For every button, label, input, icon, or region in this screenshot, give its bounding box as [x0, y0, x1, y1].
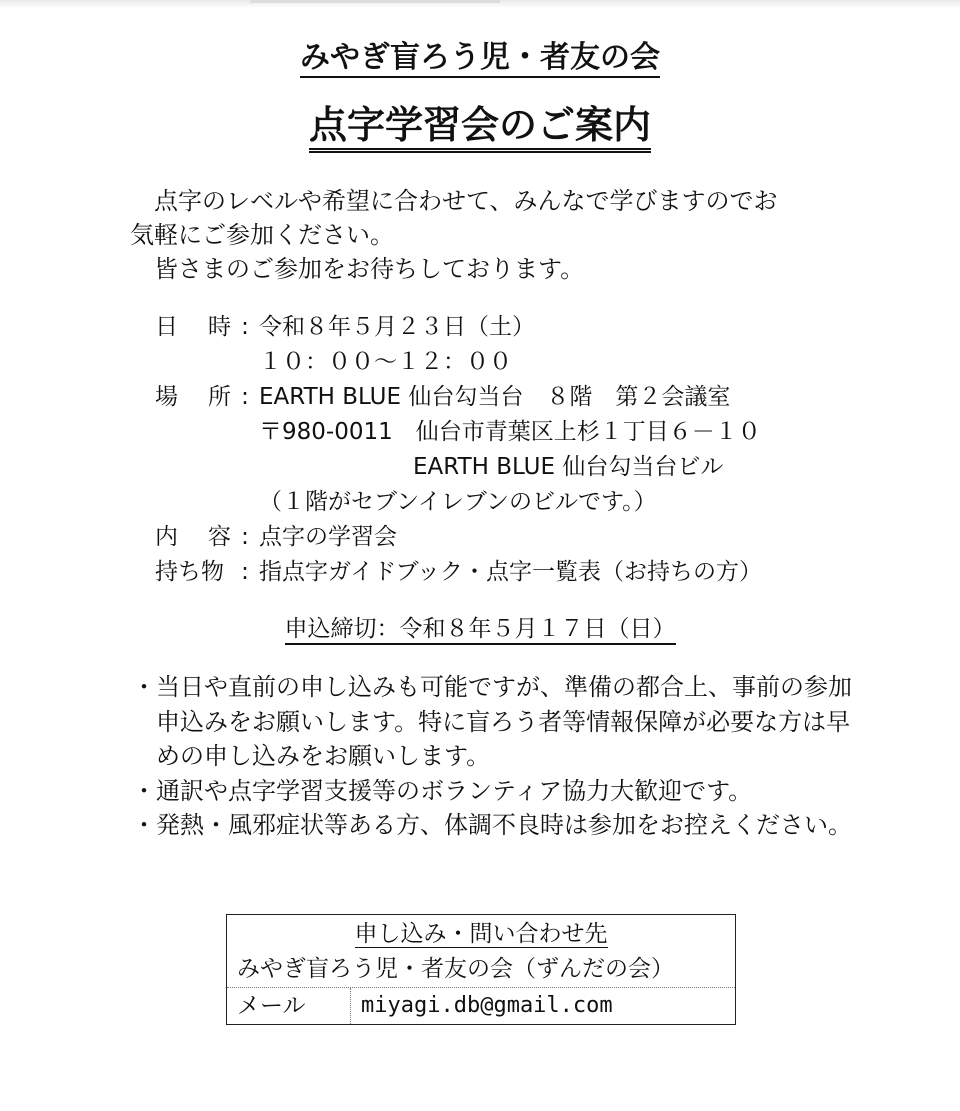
items-colon: :	[241, 559, 249, 585]
application-deadline	[0, 612, 960, 646]
content-label	[155, 520, 231, 555]
place-label	[155, 380, 231, 415]
place-label-char-2: 所	[208, 384, 231, 410]
place-label-char-1: 場	[155, 384, 178, 410]
note-item	[132, 808, 852, 843]
contact-title	[227, 915, 735, 951]
date-colon: :	[241, 314, 249, 340]
time-value	[155, 345, 875, 380]
intro-line-3: 皆さまのご参加をお待ちしております。	[154, 255, 585, 283]
organization-title	[0, 40, 960, 76]
place-note-text: （１階がセブンイレブンのビルです。）	[259, 489, 657, 515]
bullet-icon: ・	[132, 776, 156, 805]
intro-paragraph	[130, 184, 850, 286]
event-details	[155, 310, 875, 590]
items-label: 持ち物	[155, 559, 224, 585]
note-text: 通訳や点字学習支援等のボランティア協力大歓迎です。	[156, 776, 753, 805]
contact-mail-label: メール	[227, 988, 351, 1024]
application-deadline-text: 申込締切：令和８年５月１７日（日）	[285, 616, 676, 645]
content-label-char-1: 内	[155, 524, 178, 550]
bullet-icon: ・	[132, 811, 156, 839]
date-value: 令和８年５月２３日（土）	[259, 314, 535, 340]
intro-line-1: 点字のレベルや希望に合わせて、みんなで学びますのでお	[154, 187, 778, 215]
place-note	[155, 485, 875, 520]
top-edge-strip	[0, 0, 960, 8]
page-title-text: 点字学習会のご案内	[309, 103, 651, 153]
time-value-text: １０：００～１２：００	[259, 349, 512, 375]
place-building-text: EARTH BLUE 仙台勾当台ビル	[413, 454, 724, 480]
note-item	[132, 774, 852, 809]
place-address-text: 〒980-0011 仙台市青葉区上杉１丁目６－１０	[259, 419, 761, 445]
notes-list	[132, 670, 852, 843]
date-row	[155, 310, 875, 345]
note-text: 当日や直前の申し込みも可能ですが、準備の都合上、事前の参加申込みをお願いします。特に盲ろう者等情報保障が必要な方は早めの申し込みをお願いします。	[156, 673, 852, 770]
contact-box	[226, 914, 736, 1025]
contact-title-text: 申し込み・問い合わせ先	[354, 921, 608, 947]
note-text: 発熱・風邪症状等ある方、体調不良時は参加をお控えください。	[156, 811, 852, 839]
contact-mail-address[interactable]: miyagi.db@gmail.com	[361, 993, 613, 1018]
date-label-char-1: 日	[155, 314, 178, 340]
note-item	[132, 670, 852, 774]
place-address	[155, 415, 875, 450]
place-value: EARTH BLUE 仙台勾当台 ８階 第２会議室	[259, 384, 731, 410]
bullet-icon: ・	[132, 673, 156, 701]
organization-title-text: みやぎ盲ろう児・者友の会	[300, 40, 660, 78]
content-label-char-2: 容	[208, 524, 231, 550]
contact-mail-row	[227, 988, 735, 1024]
date-label	[155, 310, 231, 345]
page-title	[0, 102, 960, 148]
contact-organization: みやぎ盲ろう児・者友の会（ずんだの会）	[227, 951, 735, 988]
date-label-char-2: 時	[208, 314, 231, 340]
items-row	[155, 555, 875, 590]
content-value: 点字の学習会	[259, 524, 397, 550]
top-edge-nub	[250, 0, 500, 3]
content-row	[155, 520, 875, 555]
place-colon: :	[241, 384, 249, 410]
intro-line-2: 気軽にご参加ください。	[130, 221, 394, 249]
content-colon: :	[241, 524, 249, 550]
items-value: 指点字ガイドブック・点字一覧表（お持ちの方）	[259, 559, 763, 585]
place-row	[155, 380, 875, 415]
place-building	[155, 450, 875, 485]
